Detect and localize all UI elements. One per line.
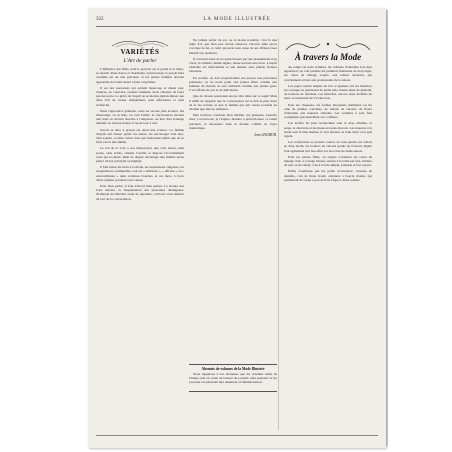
page-edge-shadow (386, 10, 388, 446)
section-title-varietes: VARIÉTÉS (120, 48, 160, 56)
paragraph: Ne jamais parler de soi, ou le moins possible; c'est là une règle d'or que bien peu savent observer. Chacun aime qu'on s'occupe de lui, et celui qui parle sans cesse de ses affaires lasse bientôt son auditoire. (189, 38, 277, 55)
paragraph: Dans l'ignorance générale, nous ne savons plus écouter. On interrompt, on se hâte, on veut briller; la conversation devient une lutte où chacun cherche à l'emporter, au lieu d'un échange aimable où chacun donne et reçoit tour à tour. (96, 108, 184, 126)
notice-title: Abonnés de volumes de la Mode Illustrée (201, 367, 265, 371)
paragraph: Les étoffes les plus recherchées sont le drap zibeline, la serge, le cheviotte et les tissus écossais discrets. Les nuances à la mode sont le bleu marine, le vert mousse, le brun tabac et le gris argent. (284, 121, 372, 139)
column-middle (189, 38, 277, 360)
publication-title: LA MODE ILLUSTRÉE (203, 17, 271, 22)
paragraph: Il convient aussi de ne point blesser par des plaisanteries trop vives; la raillerie, même légère, laisse souvent une trace. L'esprit véritable est bienveillant et sait amuser sans jamais froisser personne. (189, 56, 277, 74)
paragraph: Mes lectrices voudront bien méditer ces quelques conseils; elles y trouveront, je l'espère, matière à perfectionner ce talent précieux, si nécessaire dans le monde comme au foyer domestique. (189, 113, 277, 130)
magazine-page (88, 8, 386, 448)
page-number: 322 (96, 17, 104, 22)
paragraph: L'influence des filles, dont le pouvoir est si grand et si chère, se nourrit d'une douce et charmante conversation; la parole bien conduite est un don précieux, et les jeunes femmes doivent apprendre de bonne heure à bien s'exprimer. (96, 67, 184, 84)
paragraph: Que de choses pourraient encore être dites sur ce sujet! Mais il suffit de rappeler que la conversation est le lien le plus doux de la vie sociale, et que la femme qui sait causer possède un charme que rien ne remplace. (189, 94, 277, 112)
fashion-ornament-icon (284, 38, 372, 52)
column-right (284, 38, 372, 430)
paragraph: Pour les chapeaux, les formes moyennes dominent; on les orne de plumes couchées, de rubans de velours, de fleurs d'automne aux nuances chaudes. Les voilettes à pois fins complètent gracieusement ces coiffures. (284, 102, 372, 120)
paragraph: En société, on doit proportionner ses propos aux personnes présentes; on ne parle point aux jeunes filles comme aux femmes du monde, ni aux vieillards comme aux jeunes gens. C'est affaire de tact et de délicatesse. (189, 75, 277, 93)
footer-rule (96, 435, 378, 436)
paragraph: Les confections se portent courtes ou trois-quarts; les collets en drap brodé, les boléros de velours garnis de fourrure légère font également très bon effet sur les robes de demi-saison. (284, 140, 372, 153)
paragraph: Il faut éviter les mots à la mode, les expressions vulgaires, les exagérations continuelles; tout est « délicieux », « affreux » ou « extraordinaire » dans certaines bouches, et ces mots, à force d'être répétés, perdent toute valeur. (96, 165, 184, 182)
page-header (96, 15, 378, 27)
subscriber-notice (189, 364, 277, 392)
article-title: L'Art de parler (123, 58, 157, 64)
column-divider (278, 38, 279, 430)
paragraph: Savoir se taire à propos est aussi une science. La femme d'esprit sait laisser parler les autres, les encourager d'un mot, d'un sourire, et faire valoir ceux qui l'entourent plutôt que de se faire valoir elle-même. (96, 127, 184, 145)
paragraph: Les jupes restent amples du bas et ajustées sur les hanches; les corsages se garnissent de petits plis, d'entre-deux de dentelle, de boutons de fantaisie. Les manches, encore assez étoffées du haut, se resserrent sur l'avant-bras. (284, 83, 372, 101)
article-byline: Jean SAUMUR. (254, 133, 277, 138)
paragraph: Pour les jeunes filles, on adopte volontiers les robes de lainage clair, à corsage blousé, serrées à la taille par une ceinture de cuir ou de ruban; c'est à la fois simple, pratique et fort seyant. (284, 154, 372, 168)
header-rule (96, 26, 378, 27)
notice-text: Nous rappelons à nos abonnées que les volumes reliés de l'année sont en vente au bureau du journal; elles peuvent se les procurer en adressant leur demande à l'administration. (189, 372, 277, 385)
paragraph: Il est des personnes qui parlent beaucoup et disent peu; d'autres, au contraire, parlent rarement, mais chacune de leurs paroles porte. La grâce de l'esprit ne se montre jamais mieux que dans l'art de causer simplement, sans affectation et sans recherche. (96, 85, 184, 107)
paragraph: Pour bien parler, il faut d'abord bien penser. La lecture des bons auteurs, la fréquentation des personnes distinguées, l'habitude de réfléchir avant de répondre, voilà les vrais maîtres de l'art de la conversation. (96, 184, 184, 201)
title-ornament-icon (110, 38, 170, 48)
column-left (96, 38, 184, 430)
paragraph: Le ton de la voix a son importance; une voix douce, bien posée, sans éclats, charme l'oreille et dispose favorablement ceux qui écoutent. Rien ne dépare davantage une femme qu'un parler criard, précipité ou négligé. (96, 146, 184, 164)
paragraph: Enfin, n'oublions pas les petits accessoires: cravates de dentelle, cols de linon brodé, ceintures à boucle ciselée, qui permettent de varier à peu de frais l'aspect d'une toilette. (284, 169, 372, 182)
section-title-a-travers-la-mode: À travers la Mode (294, 52, 362, 62)
paragraph: Au temps où nous sommes, les toilettes d'automne font leur apparition; on voit paraître les premiers manteaux de drap léger, les robes de lainage souple, aux teintes adoucies, qui conviennent si bien aux promenades de la saison. (284, 65, 372, 82)
